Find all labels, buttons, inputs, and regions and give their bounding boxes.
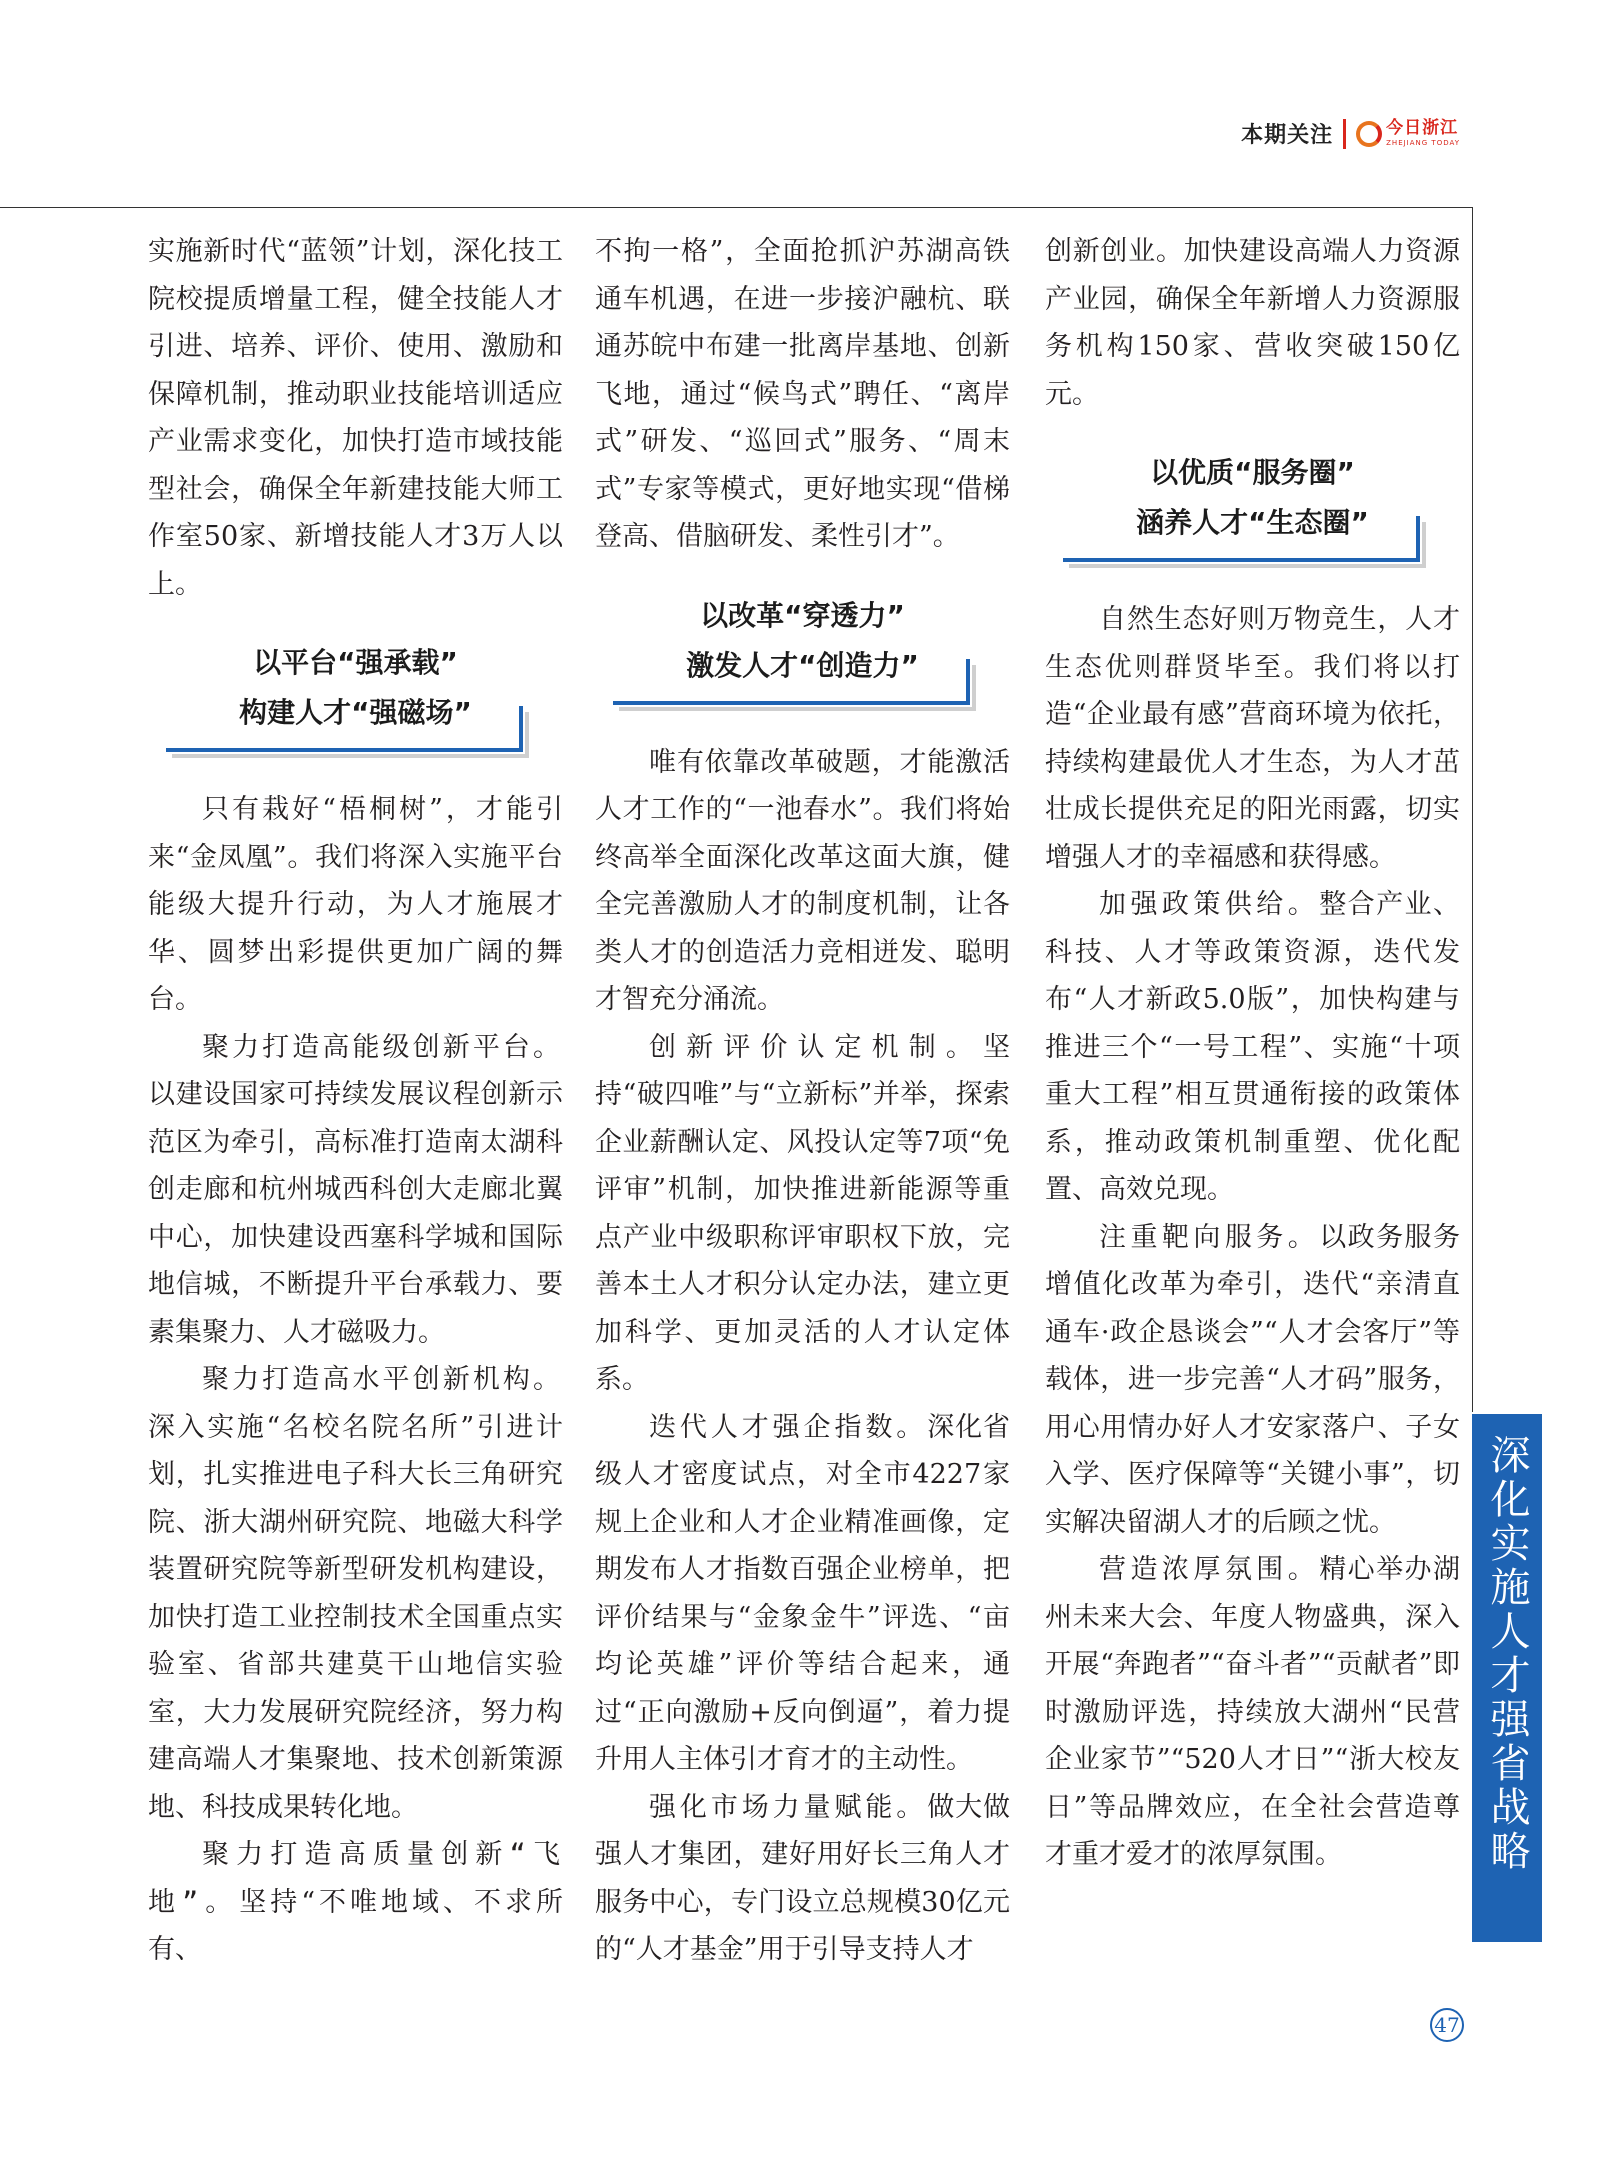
- paragraph-body: 深化省级人才密度试点，对全市4227家规上企业和人才企业精准画像，定期发布人才指数百强企业榜单，把评价结果与“金象金牛”评选、“亩均论英雄”评价等结合起来，通过“正向激励+反向倒逼”，着力提升用人主体引才育才的主动性。: [595, 1411, 1011, 1775]
- paragraph: 唯有依靠改革破题，才能激活人才工作的“一池春水”。我们将始终高举全面深化改革这面大旗，健全完善激励人才的制度机制，让各类人才的创造活力竞相迸发、聪明才智充分涌流。: [595, 746, 1010, 1015]
- column-1: [148, 228, 563, 1974]
- column-2: [595, 228, 1010, 1974]
- paragraph-body: 整合产业、科技、人才等政策资源，迭代发布“人才新政5.0版”，加快构建与推进三个“一号工程”、实施“十项重大工程”相互贯通衔接的政策体系，推动政策机制重塑、优化配置、高效兑现。: [1045, 889, 1461, 1205]
- heading-underline: [613, 701, 970, 705]
- heading-line: 涵养人才“生态圈”: [1136, 506, 1369, 539]
- paragraph-body: 做大做强人才集团，建好用好长三角人才服务中心，专门设立总规模30亿元的“人才基金”用于引导支持人才: [595, 1791, 1011, 1965]
- column-3: [1045, 228, 1460, 1879]
- heading-underline: [166, 748, 523, 752]
- paragraph-body: 坚持“破四唯”与“立新标”并举，探索企业薪酬认定、风投认定等7项“免评审”机制，加快推进新能源等重点产业中级职称评审职权下放，完善本土人才积分认定办法，建立更加科学、更加灵活的人才认定体系。: [595, 1031, 1010, 1395]
- section-heading: [1045, 448, 1460, 562]
- paragraph-keyword: 聚力打造高水平创新机构。: [202, 1364, 563, 1395]
- section-heading: [595, 591, 1010, 705]
- magazine-logo: [1356, 120, 1460, 147]
- top-rule: [0, 207, 1472, 208]
- paragraph: [148, 1356, 563, 1831]
- logo-icon: [1356, 121, 1382, 147]
- paragraph: 实施新时代“蓝领”计划，深化技工院校提质增量工程，健全技能人才引进、培养、评价、使用、激励和保障机制，推动职业技能培训适应产业需求变化，加快打造市域技能型社会，确保全年新建技能大师工作室50家、新增技能人才3万人以上。: [148, 236, 563, 600]
- section-label: 本期关注: [1241, 123, 1334, 148]
- paragraph-body: 坚持“不唯地域、不求所有、: [148, 1886, 563, 1965]
- paragraph-keyword: 创新评价认定机制。: [649, 1031, 983, 1063]
- paragraph-body: 深入实施“名校名院名所”引进计划，扎实推进电子科大长三角研究院、浙大湖州研究院、地磁大科学装置研究院等新型研发机构建设，加快打造工业控制技术全国重点实验室、省部共建莫干山地信实验室，大力发展研究院经济，努力构建高端人才集聚地、技术创新策源地、科技成果转化地。: [148, 1411, 563, 1823]
- paragraph-body: 以政务服务增值化改革为牵引，迭代“亲清直通车·政企恳谈会”“人才会客厅”等载体，进一步完善“人才码”服务，用心用情办好人才安家落户、子女入学、医疗保障等“关键小事”，切实解决留湖人才的后顾之忧。: [1045, 1221, 1461, 1538]
- heading-underline: [1063, 558, 1420, 562]
- page-number: 47: [1430, 2008, 1464, 2042]
- paragraph: 创新创业。加快建设高端人力资源产业园，确保全年新增人力资源服务机构150家、营收突破150亿元。: [1045, 236, 1460, 410]
- heading-line: 构建人才“强磁场”: [239, 696, 472, 729]
- paragraph-keyword: 聚力打造高能级创新平台。: [202, 1031, 563, 1063]
- paragraph: 只有栽好“梧桐树”，才能引来“金凤凰”。我们将深入实施平台能级大提升行动，为人才施展才华、圆梦出彩提供更加广阔的舞台。: [148, 794, 563, 1015]
- sidebar-title-block: [1472, 1414, 1542, 1942]
- right-rule: [1472, 207, 1473, 1412]
- heading-line: 激发人才“创造力”: [686, 648, 919, 682]
- paragraph-keyword: 注重靶向服务。: [1099, 1221, 1320, 1253]
- paragraph-keyword: 加强政策供给。: [1099, 889, 1320, 920]
- heading-tick: [966, 659, 970, 705]
- logo-text: 今日浙江: [1386, 118, 1459, 138]
- section-heading: [148, 638, 563, 752]
- paragraph-keyword: 营造浓厚氛围。: [1099, 1554, 1320, 1585]
- heading-tick: [1416, 516, 1420, 562]
- page-header: [1241, 118, 1460, 149]
- paragraph: [1045, 881, 1460, 1214]
- paragraph: [1045, 1546, 1460, 1879]
- sidebar-title: 深化实施人才强省战略: [1484, 1434, 1530, 1874]
- paragraph-keyword: 强化市场力量赋能。: [649, 1791, 928, 1823]
- paragraph: [1045, 1214, 1460, 1547]
- paragraph: 自然生态好则万物竞生，人才生态优则群贤毕至。我们将以打造“企业最有感”营商环境为依托，持续构建最优人才生态，为人才茁壮成长提供充足的阳光雨露，切实增强人才的幸福感和获得感。: [1045, 604, 1460, 873]
- paragraph: [595, 1404, 1010, 1784]
- paragraph-body: 以建设国家可持续发展议程创新示范区为牵引，高标准打造南太湖科创走廊和杭州城西科创大走廊北翼中心，加快建设西塞科学城和国际地信城，不断提升平台承载力、要素集聚力、人才磁吸力。: [148, 1079, 563, 1348]
- paragraph: [148, 1831, 563, 1974]
- heading-line: 以改革“穿透力”: [700, 598, 905, 632]
- heading-line: 以平台“强承载”: [253, 646, 458, 679]
- logo-subtext: ZHEJIANG TODAY: [1386, 139, 1460, 147]
- paragraph: [148, 1024, 563, 1357]
- paragraph-body: 精心举办湖州未来大会、年度人物盛典，深入开展“奔跑者”“奋斗者”“贡献者”即时激励评选，持续放大湖州“民营企业家节”“520人才日”“浙大校友日”等品牌效应，在全社会营造尊才重才爱才的浓厚氛围。: [1045, 1554, 1461, 1870]
- paragraph: [595, 1784, 1010, 1974]
- paragraph: [595, 1024, 1010, 1404]
- header-divider: [1343, 119, 1346, 149]
- paragraph: 不拘一格”，全面抢抓沪苏湖高铁通车机遇，在进一步接沪融杭、联通苏皖中布建一批离岸基地、创新飞地，通过“候鸟式”聘任、“离岸式”研发、“巡回式”服务、“周末式”专家等模式，更好地实现“借梯登高、借脑研发、柔性引才”。: [595, 236, 1010, 552]
- paragraph-keyword: 聚力打造高质量创新“飞地”。: [148, 1839, 563, 1918]
- heading-line: 以优质“服务圈”: [1150, 456, 1355, 489]
- heading-tick: [519, 706, 523, 752]
- paragraph-keyword: 迭代人才强企指数。: [649, 1411, 928, 1443]
